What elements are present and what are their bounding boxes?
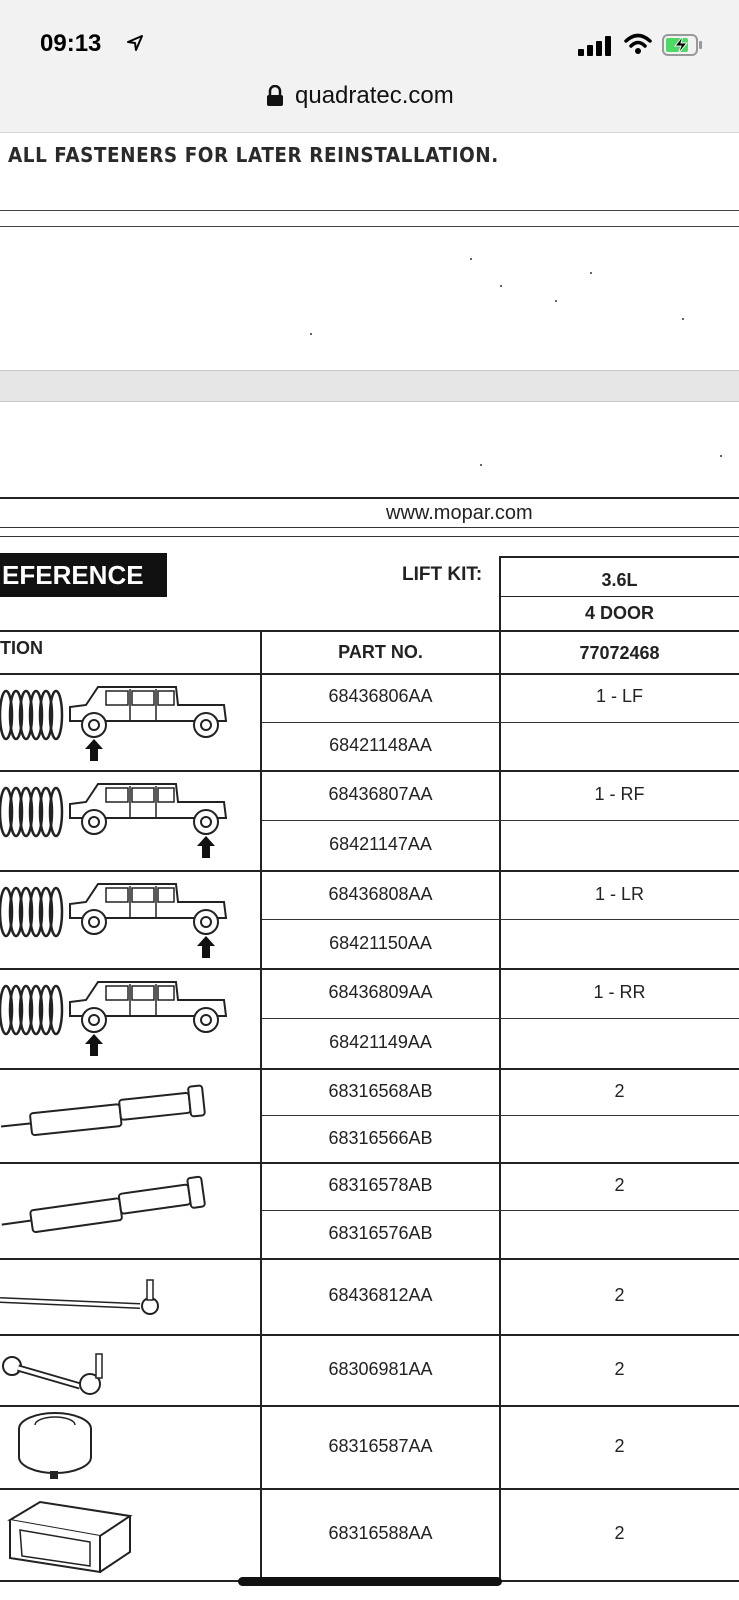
table-row-divider: [262, 919, 739, 920]
part-number: 68421147AA: [329, 834, 432, 854]
coil-spring-jeep-lf-icon: [0, 675, 255, 768]
part-number: 68436807AA: [328, 784, 433, 804]
page-rule: [0, 210, 739, 211]
shock-absorber-icon: [0, 1164, 255, 1256]
battery-charging-icon: [662, 34, 704, 56]
page-rule: [0, 497, 739, 499]
table-row-divider: [262, 820, 739, 821]
page-rule: [0, 226, 739, 227]
location-column-header: TION: [0, 638, 43, 658]
url-text[interactable]: quadratec.com: [295, 82, 454, 109]
quantity: 2: [614, 1436, 625, 1456]
scan-speck: [470, 258, 472, 260]
home-indicator[interactable]: [238, 1577, 502, 1586]
engine-header: 3.6L: [601, 570, 638, 590]
quantity: 2: [614, 1359, 625, 1379]
part-number: 68316566AB: [328, 1128, 433, 1148]
quantity: 1 - LR: [594, 884, 645, 904]
scan-speck: [590, 272, 592, 274]
quantity: 2: [614, 1523, 625, 1543]
quantity: 1 - LF: [595, 686, 643, 706]
part-number: 68421148AA: [329, 735, 432, 755]
scan-speck: [720, 455, 722, 457]
website-text: www.mopar.com: [386, 502, 533, 524]
kit-number-header: 77072468: [579, 643, 660, 663]
location-arrow-icon: [126, 34, 144, 52]
part-number: 68316578AB: [328, 1175, 433, 1195]
part-number: 68436808AA: [328, 884, 433, 904]
quantity: 2: [614, 1081, 625, 1101]
quantity: 2: [614, 1175, 625, 1195]
scan-speck: [480, 464, 482, 466]
table-row-divider: [262, 1018, 739, 1019]
part-number: 68436812AA: [328, 1285, 433, 1305]
quantity: 1 - RR: [593, 982, 646, 1002]
table-row-divider: [262, 722, 739, 723]
page-break: [0, 370, 739, 402]
page-rule: [0, 527, 739, 528]
quantity: 2: [614, 1285, 625, 1305]
part-number: 68421150AA: [329, 933, 432, 953]
lock-icon: [266, 85, 284, 107]
doors-header: 4 DOOR: [584, 603, 654, 623]
quantity: 1 - RF: [594, 784, 645, 804]
table-row-divider: [262, 1115, 739, 1116]
part-number: 68316588AA: [328, 1523, 433, 1543]
lift-kit-label: LIFT KIT:: [402, 564, 483, 585]
scan-speck: [310, 333, 312, 335]
table-row-divider: [262, 1210, 739, 1211]
part-number: 68436809AA: [328, 982, 433, 1002]
scan-speck: [500, 285, 502, 287]
wifi-icon: [624, 33, 652, 55]
scan-speck: [555, 300, 557, 302]
part-no-column-header: PART NO.: [338, 642, 423, 662]
status-time: 09:13: [40, 30, 102, 57]
part-number: 68316568AB: [328, 1081, 433, 1101]
page-rule: [0, 536, 739, 537]
instruction-text: ALL FASTENERS FOR LATER REINSTALLATION.: [8, 143, 499, 167]
sway-bar-link-icon: [0, 1336, 255, 1403]
part-number: 68316576AB: [328, 1223, 433, 1243]
part-number: 68436806AA: [328, 686, 433, 706]
spacer-block-icon: [0, 1490, 255, 1578]
section-title: EFERENCE: [0, 553, 167, 597]
bump-stop-icon: [0, 1407, 255, 1486]
coil-spring-jeep-lr-icon: [0, 872, 255, 966]
scan-speck: [682, 318, 684, 320]
table-border: [500, 596, 739, 597]
coil-spring-jeep-rf-icon: [0, 772, 255, 868]
part-number: 68306981AA: [328, 1359, 433, 1379]
shock-absorber-icon: [0, 1070, 255, 1160]
part-number: 68421149AA: [329, 1032, 432, 1052]
sway-bar-link-icon: [0, 1260, 255, 1332]
table-border: [0, 630, 739, 632]
table-border: [500, 556, 739, 558]
part-number: 68316587AA: [328, 1436, 433, 1456]
coil-spring-jeep-rr-icon: [0, 970, 255, 1066]
signal-bars-icon: [578, 36, 614, 56]
